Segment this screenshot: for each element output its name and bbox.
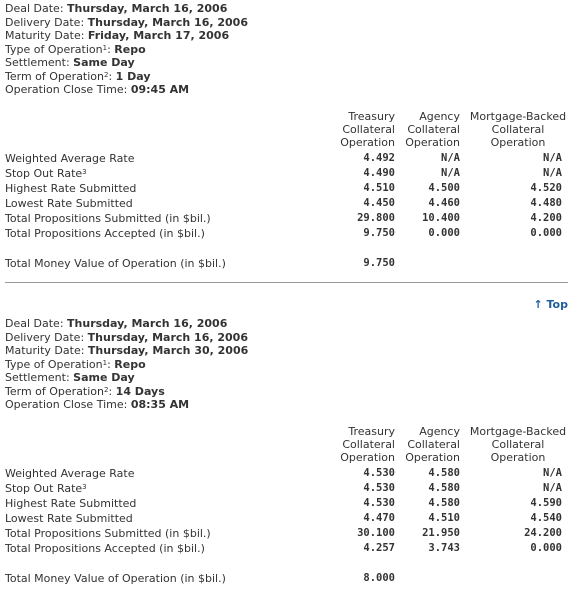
settlement-line: Settlement: Same Day: [5, 56, 135, 69]
operation-type: Repo: [114, 42, 146, 56]
col-header-agency: Agency Collateral Operation: [405, 425, 460, 464]
delivery-date: Thursday, March 16, 2006: [87, 330, 248, 344]
col-header-mortgage: Mortgage-Backed Collateral Operation: [469, 110, 567, 149]
table-row: Lowest Rate Submitted 4.470 4.510 4.540: [5, 512, 562, 525]
delivery-date-line: Delivery Date: Thursday, March 16, 2006: [5, 15, 248, 29]
term-line: Term of Operation$^2$: 1 Day: [5, 69, 151, 83]
footnote-1: 1: [102, 43, 108, 52]
table-row: Total Money Value of Operation (in $bil.) 8.000: [5, 572, 395, 585]
back-to-top-link[interactable]: ↑ Top: [533, 298, 568, 311]
col-header-treasury: Treasury Collateral Operation: [340, 425, 395, 464]
close-time-line: Operation Close Time: 08:35 AM: [5, 398, 190, 411]
operation-header: [5, 2, 570, 97]
delivery-date-line: Delivery Date: Thursday, March 16, 2006: [5, 330, 248, 344]
table-row: Highest Rate Submitted 4.530 4.580 4.590: [5, 497, 562, 510]
close-time: 08:35 AM: [130, 398, 190, 411]
table-row: Weighted Average Rate 4.530 4.580 N/A: [5, 467, 562, 480]
operation-1: [5, 2, 570, 270]
deal-date-line: Deal Date: Thursday, March 16, 2006: [5, 2, 228, 15]
maturity-date-line: Maturity Date: Thursday, March 30, 2006: [5, 344, 249, 357]
settlement: Same Day: [73, 56, 135, 69]
col-header-agency: Agency Collateral Operation: [405, 110, 460, 149]
deal-date: Thursday, March 16, 2006: [67, 2, 228, 15]
type-line: Type of Operation$^1$: Repo: [5, 357, 146, 371]
maturity-date: Friday, March 17, 2006: [87, 29, 230, 42]
operation-2: [5, 317, 570, 585]
table-row: Stop Out Rate$^3$ 4.530 4.580 N/A: [5, 482, 562, 495]
term: 14 Days: [115, 384, 165, 398]
maturity-date: Thursday, March 30, 2006: [87, 344, 249, 357]
table-row: Stop Out Rate$^3$ 4.490 N/A N/A: [5, 167, 562, 180]
deal-date: Thursday, March 16, 2006: [67, 317, 228, 330]
settlement: Same Day: [73, 371, 135, 384]
col-header-treasury: Treasury Collateral Operation: [340, 110, 395, 149]
table-row: Total Propositions Submitted (in $bil.) 30.100 21.950 24.200: [5, 527, 562, 540]
table-row: Weighted Average Rate 4.492 N/A N/A: [5, 152, 562, 165]
term: 1 Day: [115, 69, 151, 83]
footnote-3: 3: [82, 483, 87, 491]
settlement-line: Settlement: Same Day: [5, 371, 135, 384]
type-line: Type of Operation$^1$: Repo: [5, 42, 146, 56]
section-divider: [5, 282, 568, 283]
table-row: Highest Rate Submitted 4.510 4.500 4.520: [5, 182, 562, 195]
close-time: 09:45 AM: [130, 83, 190, 96]
footnote-2: 2: [104, 385, 109, 394]
term-line: Term of Operation$^2$: 14 Days: [5, 384, 165, 398]
table-row: Lowest Rate Submitted 4.450 4.460 4.480: [5, 197, 562, 210]
maturity-date-line: Maturity Date: Friday, March 17, 2006: [5, 29, 230, 42]
table-row: Total Money Value of Operation (in $bil.) 9.750: [5, 257, 395, 270]
footnote-3: 3: [82, 168, 87, 176]
deal-date-line: Deal Date: Thursday, March 16, 2006: [5, 317, 228, 330]
table-row: Total Propositions Accepted (in $bil.) 9.750 0.000 0.000: [5, 227, 562, 240]
operation-header: [5, 317, 570, 412]
close-time-line: Operation Close Time: 09:45 AM: [5, 83, 190, 96]
operation-type: Repo: [114, 357, 146, 371]
col-header-mortgage: Mortgage-Backed Collateral Operation: [469, 425, 567, 464]
footnote-1: 1: [102, 358, 108, 367]
delivery-date: Thursday, March 16, 2006: [87, 15, 248, 29]
table-row: Total Propositions Submitted (in $bil.) 29.800 10.400 4.200: [5, 212, 562, 225]
table-row: Total Propositions Accepted (in $bil.) 4.257 3.743 0.000: [5, 542, 562, 555]
footnote-2: 2: [104, 70, 109, 79]
